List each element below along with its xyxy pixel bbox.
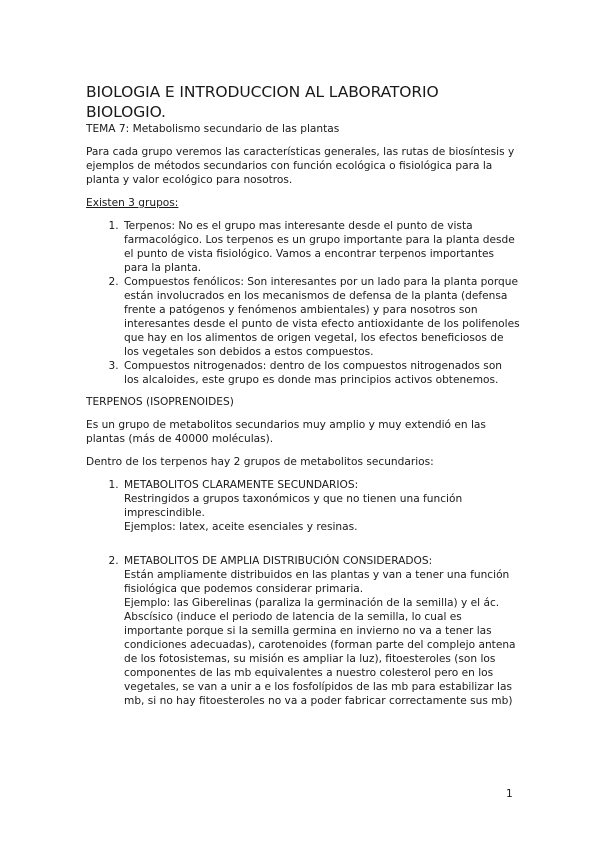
title-line-2: BIOLOGIO. [86, 103, 166, 121]
metabolite-group-example: Ejemplo: las Giberelinas (paraliza la germinación de la semilla) y el ác. Abscísico (induce el periodo de latencia de la semilla, lo cual es importante porque si la semilla germina en invierno no va a tener las condiciones adecuadas), carotenoides (forman parte del complejo antena de los fotosistemas, su misión es ampliar la luz), fitoesteroles (son los componentes de las mb equivalentes a nuestro colesterol pero en los vegetales, se van a unir a e los fosfolípidos de las mb para estabilizar las mb, si no hay fitoesteroles no va a poder fabricar correctamente sus mb) [124, 597, 516, 707]
terpenos-description: Es un grupo de metabolitos secundarios muy amplio y muy extendió en las plantas (más de 40000 moléculas). [86, 419, 486, 445]
title-line-1: BIOLOGIA E INTRODUCCION AL LABORATORIO [86, 83, 439, 101]
document-page [86, 82, 520, 716]
metabolite-group-title: 2. METABOLITOS DE AMPLIA DISTRIBUCIÓN CONSIDERADOS: [124, 555, 433, 567]
intro-paragraph: Para cada grupo veremos las características generales, las rutas de biosíntesis y ejemplos de métodos secundarios con función ecológica o fisiológica para la planta y valor ecológico para nosotros. [86, 146, 515, 186]
metabolite-group-example: Ejemplos: latex, aceite esenciales y resinas. [124, 521, 358, 533]
list-item [122, 554, 520, 708]
list-item: 1. Terpenos: No es el grupo mas interesante desde el punto de vista farmacológico. Los terpenos es un grupo importante para la planta desde el punto de vista fisiológico. Vamos a encontrar terpenos importantes para la planta. [122, 219, 520, 275]
document-title [86, 82, 520, 122]
metabolite-group-text: Restringidos a grupos taxonómicos y que no tienen una función imprescindible. [124, 493, 463, 519]
groups-list [86, 219, 520, 387]
metabolite-group-text: Están ampliamente distribuidos en las plantas y van a tener una función fisiológica que podemos considerar primaria. [124, 569, 510, 595]
terpenos-groups-intro: Dentro de los terpenos hay 2 grupos de metabolitos secundarios: [86, 456, 434, 468]
list-item: 2. Compuestos fenólicos: Son interesantes por un lado para la planta porque están involucrados en los mecanismos de defensa de la planta (defensa frente a patógenos y fenómenos ambientales) y para nosotros son interesantes desde el punto de vista efecto antioxidante de los polifenoles que hay en los alimentos de origen vegetal, los efectos beneficiosos de los vegetales son debidos a estos compuestos. [122, 275, 520, 359]
metabolite-group-title: 1. METABOLITOS CLARAMENTE SECUNDARIOS: [124, 479, 359, 491]
groups-heading-text: Existen 3 grupos: [86, 197, 179, 209]
document-subtitle: TEMA 7: Metabolismo secundario de las plantas [86, 123, 340, 135]
groups-heading [86, 196, 520, 210]
list-item: 3. Compuestos nitrogenados: dentro de los compuestos nitrogenados son los alcaloides, este grupo es donde mas principios activos obtenemos. [122, 359, 520, 387]
metabolite-groups-list [86, 478, 520, 708]
page-number: 1 [506, 788, 513, 800]
terpenos-heading: TERPENOS (ISOPRENOIDES) [86, 396, 234, 408]
list-item [122, 478, 520, 534]
